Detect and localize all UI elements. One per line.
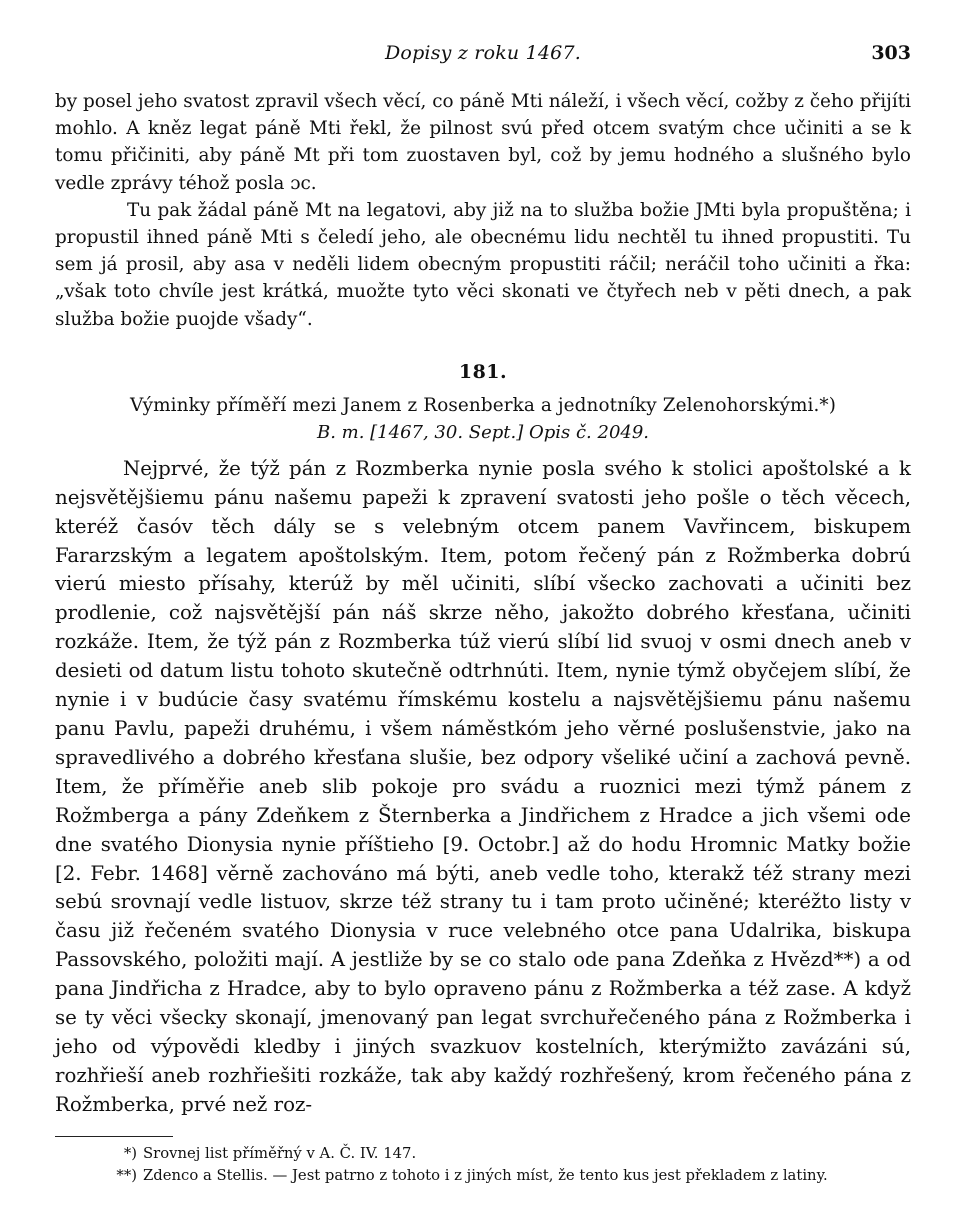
footnote-marker: **) (116, 1166, 137, 1184)
footnote-marker: *) (123, 1144, 137, 1162)
continued-paragraph-2: Tu pak žádal páně Mt na legatovi, aby již na to služba božie JMti byla propuštěna; i propustil ihned páně Mti s čeledí jeho, ale obecnému lidu nechtěl tu ihned propustiti. Tu sem já prosil, aby asa v neděli lidem obecným propustiti ráčil; neráčil toho učiniti a řka: „však toto chvíle jest krátká, muožte tyto věci skonati ve čtyřech neb v pěti dnech, a pak služba božie puojde všady“. (55, 199, 911, 330)
footnote-2 (105, 1165, 911, 1187)
footnote-1 (105, 1143, 911, 1165)
continued-paragraph: by posel jeho svatost zpravil všech věcí, co páně Mti náleží, i všech věcí, cožby z čeho přijíti mohlo. A kněz legat páně Mti řekl, že pilnost svú před otcem svatým chce učiniti a se k tomu přičiniti, aby páně Mt při tom zuostaven byl, což by jemu hodného a slušného bylo vedle zprávy téhož posla ɔc. (55, 91, 911, 194)
document-source: B. m. [1467, 30. Sept.] Opis č. 2049. (316, 421, 650, 443)
footnote-text: Srovnej list příměřný v A. Č. IV. 147. (143, 1144, 417, 1162)
running-header (55, 42, 911, 76)
running-title: Dopisy z roku 1467. (385, 42, 581, 64)
book-page (55, 42, 911, 1187)
document-title: Výminky příměří mezi Janem z Rosenberka a jednotníky Zelenohorskými.*) (129, 394, 836, 416)
footnote-text: Zdenco a Stellis. — Jest patrno z tohoto i z jiných míst, že tento kus jest překladem z latiny. (143, 1166, 828, 1184)
footnote-divider (55, 1136, 173, 1137)
footnotes (55, 1143, 911, 1187)
document-number: 181. (458, 360, 508, 383)
page-number: 303 (871, 42, 911, 64)
document-body: Nejprvé, že týž pán z Rozmberka nynie posla svého k stolici apoštolské a k nejsvětějšiemu pánu našemu papeži k zpravení svatosti jeho pošle o těch věcech, kteréž časóv těch dály se s velebným otcem panem Vavřincem, biskupem Fararzským a legatem apoštolským. Item, potom řečený pán z Rožmberka dobrú vierú miesto přísahy, kterúž by měl učiniti, slíbí všecko zachovati a učiniti bez prodlenie, což najsvětější pán náš skrze něho, jakožto dobrého křesťana, učiniti rozkáže. Item, že týž pán z Rozmberka túž vierú slíbí lid svuoj v osmi dnech aneb v desieti od datum listu tohoto skutečně odtrhnúti. Item, nynie týmž obyčejem slíbí, že nynie i v budúcie časy svatému římskému kostelu a najsvětějšiemu pánu našemu panu Pavlu, papeži druhému, i všem náměstkóm jeho věrné poslušenstvie, jako na spravedlivého a dobrého křesťana slušie, bez odpory všeliké učiní a zachová pevně. Item, že příměřie aneb slib pokoje pro svádu a ruoznici mezi týmž pánem z Rožmberga a pány Zdeňkem z Šternberka a Jindřichem z Hradce a jich všemi ode dne svatého Dionysia nynie příštieho [9. Octobr.] až do hodu Hromnic Matky božie [2. Febr. 1468] věrně zachováno má býti, aneb vedle toho, kterakž též strany mezi sebú srovnají vedle listuov, skrze též strany tu i tam proto učiněné; kteréžto listy v času již řečeném svatého Dionysia v ruce velebného otce pana Udalrika, biskupa Passovského, položiti mají. A jestliže by se co stalo ode pana Zdeňka z Hvězd**) a od pana Jindřicha z Hradce, aby to bylo opraveno pánu z Rožmberka a též zase. A když se ty věci všecky skonají, jmenovaný pan legat svrchuřečeného pána z Rožmberka i jeho od výpovědi kledby i jiných svazkuov kostelních, kterýmižto zavázáni sú, rozhřieší aneb rozhřiešiti rozkáže, tak aby každý rozhřešený, krom řečeného pána z Rožmberka, prvé než roz- (55, 456, 911, 1116)
continued-text (55, 88, 911, 333)
